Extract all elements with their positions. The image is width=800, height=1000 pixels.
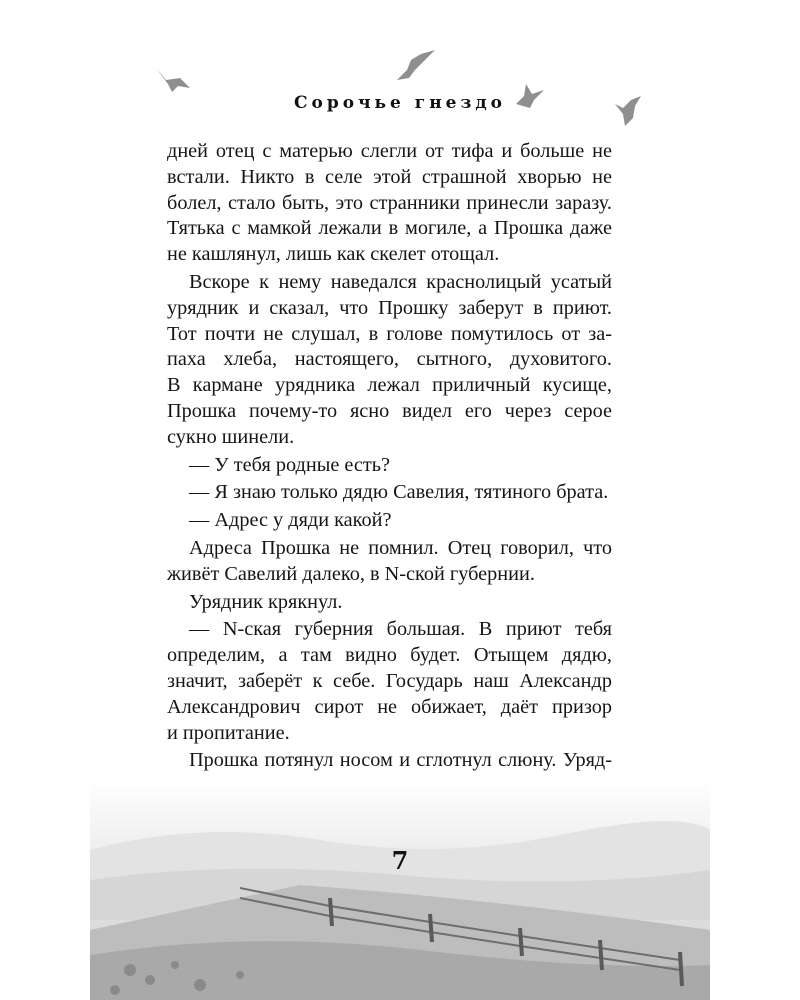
body-text xyxy=(167,139,612,826)
paragraph xyxy=(167,139,612,268)
text-line: — N-ская губерния большая. В приют тебя xyxy=(189,618,612,641)
paragraph xyxy=(167,270,612,451)
text-line: урядник и сказал, что Прошку заберут в приют. xyxy=(167,296,612,319)
header-birds-illustration xyxy=(0,0,800,140)
text-line: сукно шинели. xyxy=(167,425,295,448)
text-line: — У тебя родные есть? xyxy=(189,453,391,476)
paragraph xyxy=(167,480,612,506)
paragraph xyxy=(167,453,612,479)
text-line: — Я знаю только дядю Савелия, тятиного брата. xyxy=(189,481,609,504)
paragraph xyxy=(167,590,612,616)
paragraph xyxy=(167,508,612,534)
text-line: и пропитание. xyxy=(167,721,290,744)
text-line: определим, а там видно будет. Отыщем дядю, xyxy=(167,644,612,667)
landscape-illustration xyxy=(0,780,800,1000)
text-line: болел, стало быть, это странники принесли заразу. xyxy=(167,191,612,214)
text-line: Тятька с мамкой лежали в могиле, а Прошка даже xyxy=(167,217,612,240)
text-line: Адреса Прошка не помнил. Отец говорил, что xyxy=(189,536,612,559)
text-line: значит, заберёт к себе. Государь наш Александр xyxy=(167,669,612,692)
text-line: В кармане урядника лежал приличный кусище, xyxy=(167,374,612,397)
text-line: Александрович сирот не обижает, даёт призор xyxy=(167,695,612,718)
text-line: Тот почти не слушал, в голове помутилось от за- xyxy=(167,322,612,345)
text-line: встали. Никто в селе этой страшной хворью не xyxy=(167,165,612,188)
running-header-title: Сорочье гнездо xyxy=(293,93,506,113)
page-number: 7 xyxy=(391,846,409,875)
text-line: паха хлеба, настоящего, сытного, духовитого. xyxy=(167,348,612,371)
text-line: Прошка потянул носом и сглотнул слюну. Уряд- xyxy=(189,749,612,772)
paragraph xyxy=(167,617,612,746)
text-line: Вскоре к нему наведался краснолицый усатый xyxy=(189,270,612,293)
text-line: Урядник крякнул. xyxy=(189,590,343,613)
text-line: дней отец с матерью слегли от тифа и больше не xyxy=(167,140,612,162)
text-line: — Адрес у дяди какой? xyxy=(189,509,392,532)
text-line: живёт Савелий далеко, в N-ской губернии. xyxy=(167,562,535,585)
bird-icon xyxy=(156,68,190,92)
text-line: Прошка почему-то ясно видел его через серое xyxy=(167,399,612,422)
paragraph xyxy=(167,536,612,588)
bird-icon xyxy=(397,50,435,80)
text-line: не кашлянул, лишь как скелет отощал. xyxy=(167,243,500,266)
